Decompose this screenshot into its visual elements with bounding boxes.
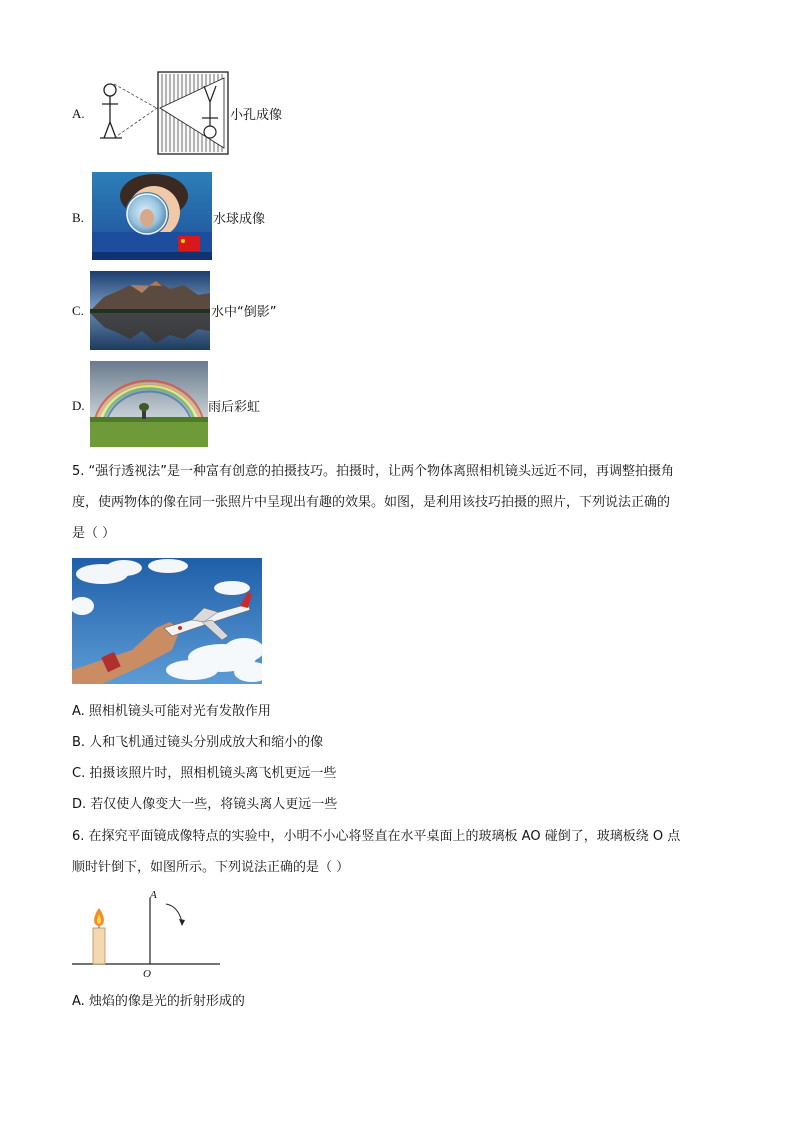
q5-option-b: B. 人和飞机通过镜头分别成放大和缩小的像 [72, 735, 324, 750]
q5-option-c: C. 拍摄该照片时，照相机镜头离飞机更远一些 [72, 766, 337, 781]
mountain-reflection-photo [90, 271, 210, 350]
forced-perspective-photo [72, 558, 262, 684]
diagram-label-a: A [150, 889, 157, 901]
q6-stem-line: 顺时针倒下，如图所示。下列说法正确的是（ ） [72, 860, 350, 875]
option-letter: D. [72, 398, 85, 413]
q5-option-a: A. 照相机镜头可能对光有发散作用 [72, 704, 271, 719]
water-ball-photo [92, 172, 212, 260]
option-letter: C. [72, 303, 84, 318]
q5-stem-line: 度，使两物体的像在同一张照片中呈现出有趣的效果。如图，是利用该技巧拍摄的照片，下列说法正确的 [72, 495, 671, 510]
pinhole-camera-illustration [92, 70, 230, 156]
option-caption: 雨后彩虹 [208, 400, 261, 415]
option-letter: A. [72, 106, 85, 121]
diagram-label-o: O [143, 968, 151, 980]
option-caption: 小孔成像 [230, 108, 283, 123]
q6-stem-line: 6. 在探究平面镜成像特点的实验中，小明不小心将竖直在水平桌面上的玻璃板 AO 碰倒了，玻璃板绕 O 点 [72, 829, 681, 844]
q6-option-a: A. 烛焰的像是光的折射形成的 [72, 994, 245, 1009]
option-caption: 水球成像 [213, 212, 266, 227]
q5-stem-line: 是（ ） [72, 526, 116, 541]
q5-stem-line: 5. “强行透视法”是一种富有创意的拍摄技巧。拍摄时，让两个物体离照相机镜头远近不同，再调整拍摄角 [72, 464, 675, 479]
option-letter: B. [72, 210, 84, 225]
q5-option-d: D. 若仅使人像变大一些，将镜头离人更远一些 [72, 797, 338, 812]
option-caption: 水中“倒影” [211, 305, 277, 320]
rainbow-photo [90, 361, 208, 447]
